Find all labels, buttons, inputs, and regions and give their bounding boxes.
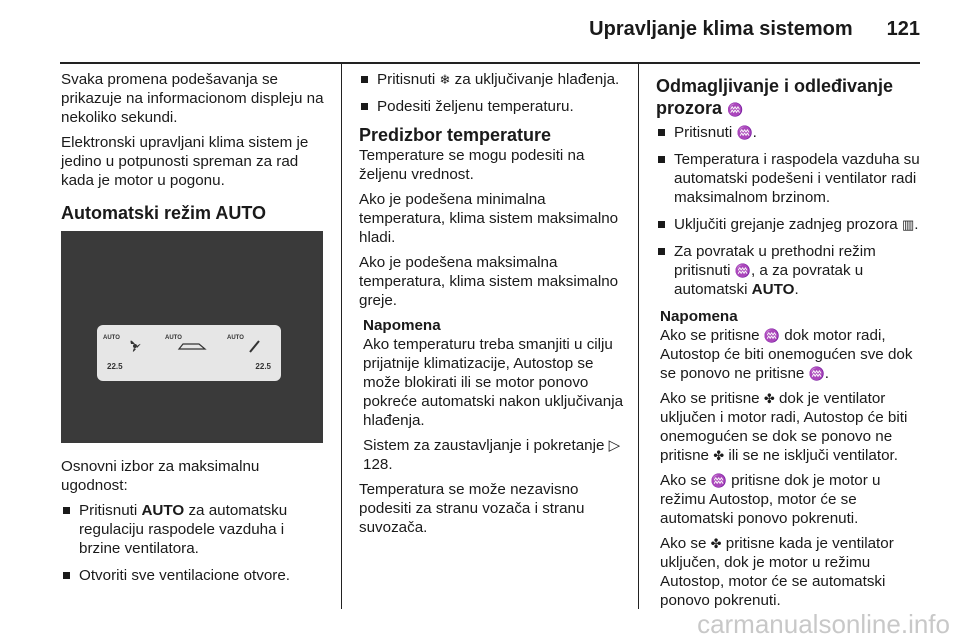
note-text <box>660 534 926 610</box>
bullet-item: Temperatura i raspodela vazduha su automatski podešeni i ventilator radi maksimalnom brzinom. <box>656 150 926 207</box>
section-heading: Predizbor temperature <box>359 125 552 145</box>
section-heading: Automatski režim AUTO <box>61 203 267 223</box>
defrost-icon: ♒ <box>763 328 781 343</box>
bullet-item: Za povratak u prethodni režim pritisnuti ♒, a za povratak u automatski AUTO. <box>656 242 926 299</box>
defrost-icon: ♒ <box>808 366 825 381</box>
auto-keyword: AUTO <box>141 502 185 519</box>
car-icon <box>177 339 209 353</box>
column-3 <box>656 70 926 616</box>
column-2 <box>359 70 629 543</box>
auto-label: AUTO <box>165 335 182 341</box>
text: Za povratak u prethodni režim pritisnuti <box>674 243 876 279</box>
auto-keyword: AUTO <box>751 281 795 298</box>
bullet-item: Uključiti grejanje zadnjeg prozora ▥. <box>656 215 926 234</box>
text: Pritisnuti <box>79 502 142 519</box>
text: za uključivanje hlađenja. <box>450 71 620 88</box>
text: pritisne dok je motor u režimu Autostop, motor će se automatski ponovo pokrenuti. <box>660 472 881 527</box>
bullet-item <box>61 501 326 558</box>
text: Ako se <box>660 472 711 489</box>
text: Ako se pritisne <box>660 390 764 407</box>
text: , a za povratak u automatski <box>674 262 864 298</box>
text: Ako se <box>660 535 711 552</box>
note-text: Ako se pritisne ♒ dok motor radi, Autostop će biti onemogućen sve dok se ponovo ne pritisne ♒. <box>660 327 913 382</box>
defrost-icon: ♒ <box>727 102 744 117</box>
paragraph: Temperatura se može nezavisno podesiti za stranu vozača i stranu suvozača. <box>359 481 585 536</box>
note-text <box>660 389 926 465</box>
header-title: Upravljanje klima sistemom <box>589 18 853 40</box>
text: pritisne kada je ventilator uključen, dok je motor u režimu Autostop, motor će se automatski ponovo pokrenuti. <box>660 535 894 609</box>
page-header <box>589 18 920 41</box>
text: Ako se pritisne <box>660 327 764 344</box>
text: Uključiti grejanje zadnjeg prozora <box>674 216 902 233</box>
defrost-icon: ♒ <box>734 263 751 278</box>
defrost-icon: ♒ <box>736 125 753 140</box>
note-block <box>363 316 629 474</box>
seat-airflow-icon <box>247 337 263 355</box>
text: dok motor radi, Autostop će biti onemogućen sve dok se ponovo ne pritisne <box>660 327 913 382</box>
bullet-item: Otvoriti sve ventilacione otvore. <box>61 566 326 585</box>
auto-label: AUTO <box>227 335 244 341</box>
paragraph: Osnovni izbor za maksimalnu ugodnost: <box>61 458 260 494</box>
fan-icon: ✤ <box>710 536 722 551</box>
paragraph: Temperature se mogu podesiti na željenu vrednost. <box>359 147 585 183</box>
fan-icon <box>125 337 145 355</box>
column-divider <box>341 64 342 609</box>
paragraph: Svaka promena podešavanja se prikazuje na informacionom displeju na nekoliko sekundi. <box>61 71 324 126</box>
paragraph: Elektronski upravljani klima sistem je jedino u potpunosti spreman za rad kada je motor u pogonu. <box>61 134 309 189</box>
auto-label: AUTO <box>103 335 120 341</box>
page-number: 121 <box>886 18 920 40</box>
heading-text: Odmagljivanje i odleđivanje prozora <box>656 76 894 118</box>
bullet-item <box>359 70 629 89</box>
paragraph: Ako je podešena maksimalna temperatura, klima sistem maksimalno greje. <box>359 254 619 309</box>
note-title: Napomena <box>363 317 441 334</box>
temp-left: 22.5 <box>107 362 123 371</box>
text: Pritisnuti <box>674 124 737 141</box>
text: dok je ventilator uključen i motor radi, Autostop će biti onemogućen se dok se ponovo ne pritisne <box>660 390 908 464</box>
text: Pritisnuti <box>377 71 440 88</box>
section-heading <box>656 75 926 121</box>
note-text <box>660 471 926 528</box>
bullet-item: Podesiti željenu temperaturu. <box>359 97 629 116</box>
bullet-item: Pritisnuti ♒. <box>656 123 926 142</box>
rear-defrost-icon: ▥ <box>901 217 915 232</box>
text: za automatsku regulaciju raspodele vazduha i brzine ventilatora. <box>79 502 288 557</box>
fan-icon: ✤ <box>763 391 775 406</box>
note-title: Napomena <box>660 308 738 325</box>
page-ref-arrow-icon: ▷ <box>608 437 621 454</box>
defrost-icon: ♒ <box>710 473 727 488</box>
text: Sistem za zaustavljanje i pokretanje <box>363 437 609 454</box>
temp-right: 22.5 <box>255 362 271 371</box>
header-rule <box>60 62 920 64</box>
climate-control-panel <box>97 325 281 381</box>
note-block <box>660 307 926 610</box>
page-ref: 128. <box>363 456 393 473</box>
column-divider <box>638 64 639 609</box>
paragraph: Ako je podešena minimalna temperatura, klima sistem maksimalno hladi. <box>359 191 619 246</box>
note-text: Ako temperaturu treba smanjiti u cilju prijatnije klimatizacije, Autostop se može blokirati ili se motor ponovo pokreće automatski nakon uključivanja hlađenja. <box>363 336 624 429</box>
watermark: carmanualsonline.info <box>697 609 950 639</box>
snowflake-icon: ❄ <box>439 72 451 87</box>
text: ili se ne isključi ventilator. <box>724 447 898 464</box>
fan-icon: ✤ <box>713 448 725 463</box>
climate-panel-photo <box>61 231 323 443</box>
column-1 <box>61 70 326 593</box>
note-text <box>363 436 629 474</box>
